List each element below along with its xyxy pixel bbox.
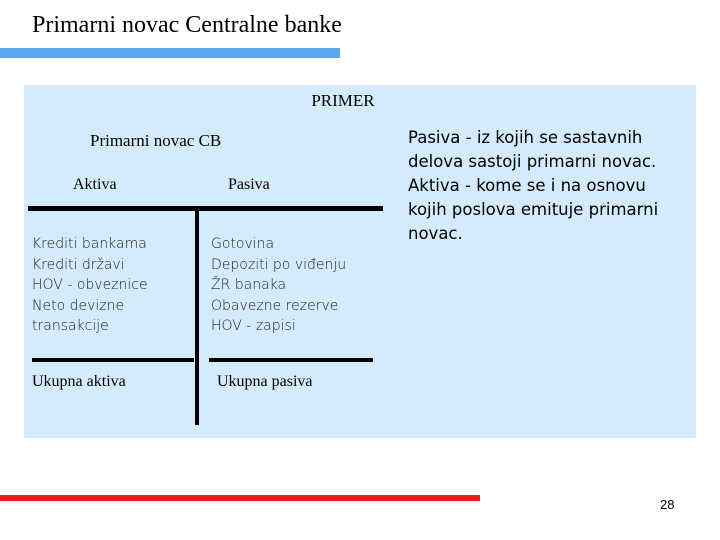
pasiva-item: Obavezne rezerve [211, 297, 339, 314]
pasiva-total-line [209, 358, 373, 362]
aktiva-items [32, 234, 148, 337]
pasiva-item: ŽR banaka [211, 277, 287, 293]
pasiva-item: HOV - zapisi [211, 318, 296, 334]
aktiva-total-line [32, 358, 194, 362]
t-account-top-line [28, 206, 383, 211]
title-underline-bar [0, 48, 340, 58]
pasiva-total: Ukupna pasiva [217, 373, 313, 390]
pasiva-label: Pasiva [228, 176, 270, 193]
aktiva-total: Ukupna aktiva [32, 373, 126, 390]
aktiva-item: Neto devizne [32, 297, 125, 314]
explanation-note: Pasiva - iz kojih se sastavnih delova sastoji primarni novac. Aktiva - kome se i na osnovu kojih poslova emituje primarni novac. [408, 128, 659, 243]
footer-bar [0, 495, 480, 501]
pasiva-item: Depoziti po viđenju [211, 256, 347, 273]
slide-title: Primarni novac Centralne banke [32, 12, 342, 38]
example-heading: PRIMER [311, 91, 375, 110]
aktiva-label: Aktiva [73, 176, 117, 193]
aktiva-item: Krediti bankama [32, 236, 147, 252]
t-account-divider [195, 211, 199, 425]
pasiva-items [211, 234, 346, 337]
aktiva-item: HOV - obveznice [32, 277, 148, 293]
aktiva-item: Krediti državi [32, 256, 125, 273]
page-number: 28 [660, 497, 675, 512]
account-title: Primarni novac CB [90, 131, 222, 150]
aktiva-item: transakcije [32, 318, 109, 334]
pasiva-item: Gotovina [211, 236, 275, 252]
